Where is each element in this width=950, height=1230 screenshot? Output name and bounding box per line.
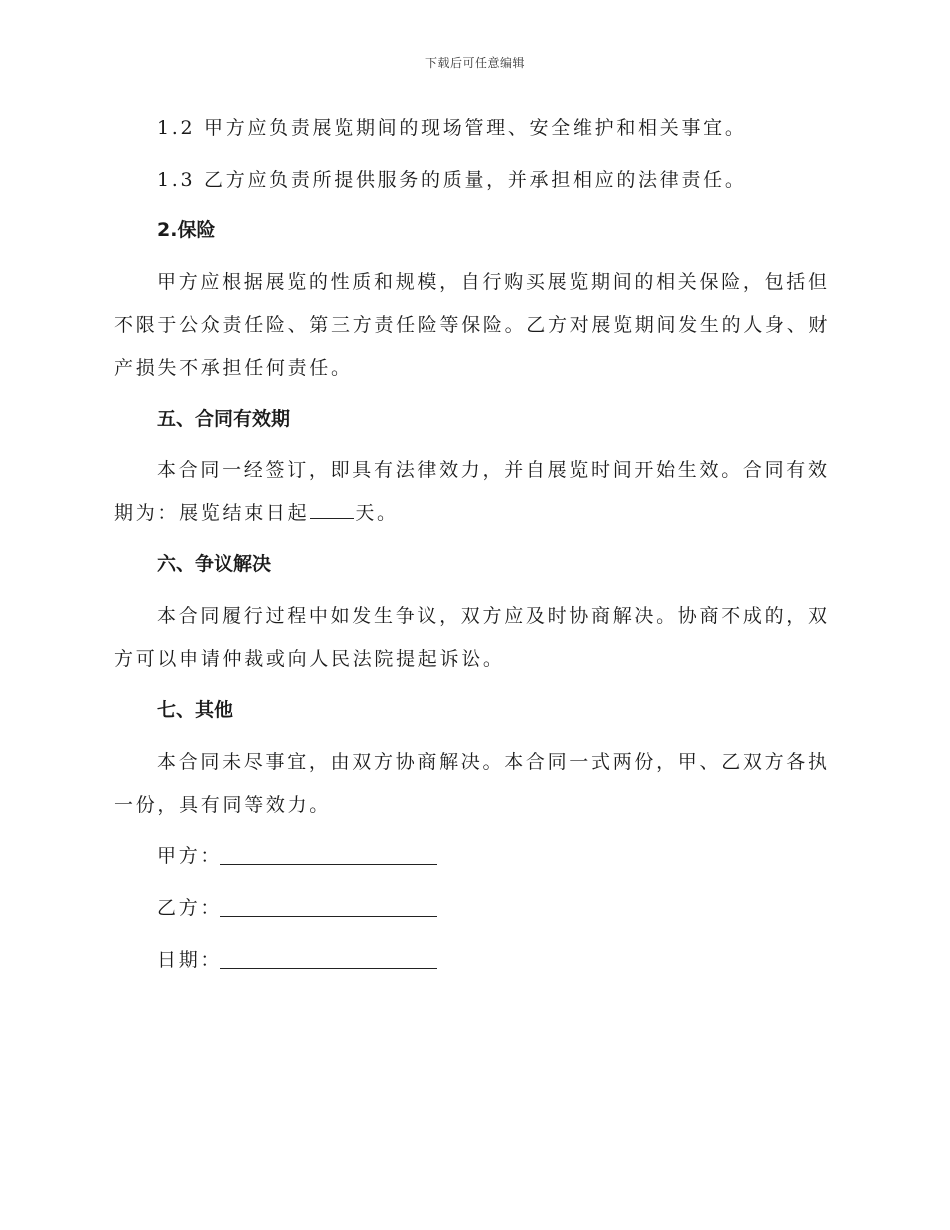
other-line-1: 本合同未尽事宜，由双方协商解决。本合同一式两份，甲、乙双方各执 <box>157 751 830 773</box>
clause-1-2: 1.2 甲方应负责展览期间的现场管理、安全维护和相关事宜。 <box>157 117 747 139</box>
dispute-heading: 六、争议解决 <box>157 553 272 575</box>
days-blank-field <box>310 500 354 519</box>
date-signature-line <box>220 968 437 969</box>
insurance-line-1: 甲方应根据展览的性质和规模，自行购买展览期间的相关保险，包括但 <box>157 271 830 293</box>
validity-heading: 五、合同有效期 <box>157 408 291 430</box>
page-header: 下载后可任意编辑 <box>424 56 525 70</box>
validity-prefix: 期为：展览结束日起 <box>114 502 310 524</box>
party-b-signature-line <box>220 916 437 917</box>
validity-line-1: 本合同一经签订，即具有法律效力，并自展览时间开始生效。合同有效 <box>157 459 830 481</box>
other-line-2: 一份，具有同等效力。 <box>114 794 332 816</box>
insurance-heading: 2.保险 <box>157 219 216 241</box>
party-a-signature-line <box>220 864 437 865</box>
other-heading: 七、其他 <box>157 699 234 721</box>
insurance-line-3: 产损失不承担任何责任。 <box>114 357 353 379</box>
clause-1-3: 1.3 乙方应负责所提供服务的质量，并承担相应的法律责任。 <box>157 169 747 191</box>
insurance-line-2: 不限于公众责任险、第三方责任险等保险。乙方对展览期间发生的人身、财 <box>114 314 831 336</box>
validity-line-2 <box>114 499 399 527</box>
dispute-line-2: 方可以申请仲裁或向人民法院提起诉讼。 <box>114 648 505 670</box>
party-a-label: 甲方： <box>157 845 223 867</box>
party-b-label: 乙方： <box>157 897 223 919</box>
dispute-line-1: 本合同履行过程中如发生争议，双方应及时协商解决。协商不成的，双 <box>157 605 830 627</box>
date-label: 日期： <box>157 949 223 971</box>
validity-suffix: 天。 <box>355 502 399 524</box>
